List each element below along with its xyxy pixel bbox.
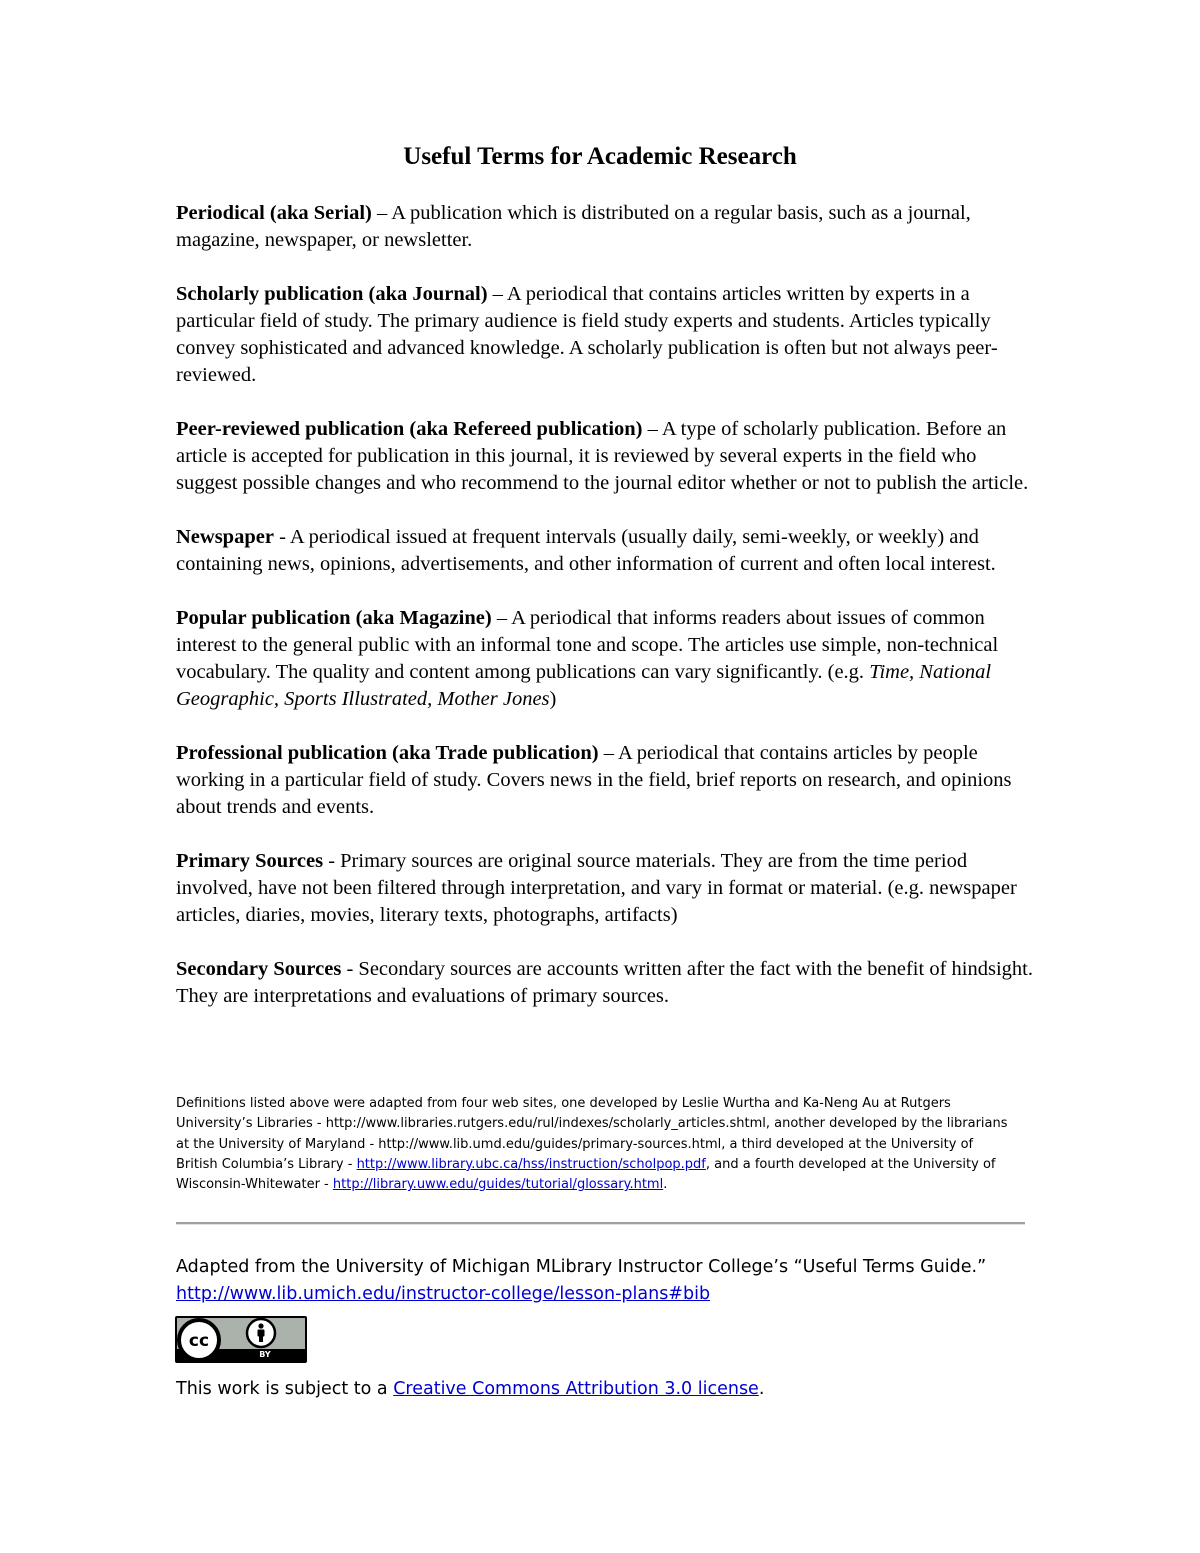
attribution-person-icon xyxy=(175,1316,307,1363)
term-definition: - A periodical issued at frequent intervals (usually daily, semi-weekly, or weekly) and containing news, opinions, advertisements, and other information of current and often local interest. xyxy=(176,526,996,575)
term-name: Primary Sources xyxy=(176,850,324,872)
term-definition: - Primary sources are original source materials. They are from the time period involved, have not been filtered through interpretation, and vary in format or material. (e.g. newspaper articles, diaries, movies, literary texts, photographs, artifacts) xyxy=(176,850,1017,926)
term-name: Scholarly publication (aka Journal) xyxy=(176,283,488,305)
cc-by-badge[interactable] xyxy=(175,1316,307,1363)
by-label: BY xyxy=(259,1350,271,1359)
license-prefix: This work is subject to a xyxy=(176,1379,394,1399)
license-suffix: . xyxy=(758,1379,765,1399)
umich-link[interactable]: http://www.lib.umich.edu/instructor-college/lesson-plans#bib xyxy=(176,1284,711,1304)
term-professional-publication xyxy=(176,740,1036,821)
term-scholarly-publication xyxy=(176,281,1036,389)
notes-text: . xyxy=(663,1177,668,1193)
term-name: Periodical (aka Serial) xyxy=(176,202,372,224)
horizontal-rule xyxy=(176,1222,1025,1225)
term-primary-sources xyxy=(176,848,1036,929)
term-periodical xyxy=(176,200,1036,254)
notes-text: , and a fourth developed at the University of Wisconsin-Whitewater - xyxy=(176,1156,996,1193)
term-popular-publication xyxy=(176,605,1036,713)
term-name: Newspaper xyxy=(176,526,274,548)
term-definition: - Secondary sources are accounts written after the fact with the benefit of hindsight. They are interpretations and evaluations of primary sources. xyxy=(176,958,1033,1007)
term-definition-end: ) xyxy=(549,688,557,710)
source-notes xyxy=(176,1094,1016,1195)
page-title: Useful Terms for Academic Research xyxy=(403,143,797,170)
license-statement xyxy=(176,1376,1076,1403)
uww-link[interactable]: http://library.uww.edu/guides/tutorial/glossary.html xyxy=(332,1177,664,1193)
term-name: Secondary Sources xyxy=(176,958,342,980)
ubc-link[interactable]: http://www.library.ubc.ca/hss/instruction/scholpop.pdf xyxy=(356,1156,706,1172)
terms-list xyxy=(176,200,1036,1037)
adapted-from xyxy=(176,1254,1076,1308)
notes-text: Definitions listed above were adapted from four web sites, one developed by Leslie Wurtha and Ka-Neng Au at Rutgers University’s Libraries - http://www.libraries.rutgers.edu/rul/indexes/scholarly_articles.shtml, another developed by the librarians at the University of Maryland - http://www.lib.umd.edu/guides/primary-sources.html, a third developed at the University of British Columbia’s Library - xyxy=(176,1096,1008,1172)
term-definition: – A periodical that informs readers about issues of common interest to the general public with an informal tone and scope. The articles use simple, non-technical vocabulary. The quality and content among publications can vary significantly. (e.g. xyxy=(176,607,999,683)
term-definition: – A publication which is distributed on a regular basis, such as a journal, magazine, newspaper, or newsletter. xyxy=(176,202,971,251)
term-newspaper xyxy=(176,524,1036,578)
term-definition: – A type of scholarly publication. Before an article is accepted for publication in this journal, it is reviewed by several experts in the field who suggest possible changes and who recommend to the journal editor whether or not to publish the article. xyxy=(176,418,1029,494)
svg-text:cc: cc xyxy=(188,1331,210,1351)
term-definition: – A periodical that contains articles written by experts in a particular field of study. The primary audience is field study experts and students. Articles typically convey sophisticated and advanced knowledge. A scholarly publication is often but not always peer-reviewed. xyxy=(176,283,998,386)
term-secondary-sources xyxy=(176,956,1036,1010)
term-name: Peer-reviewed publication (aka Refereed publication) xyxy=(176,418,643,440)
term-peer-reviewed-publication xyxy=(176,416,1036,497)
license-link[interactable]: Creative Commons Attribution 3.0 license xyxy=(393,1379,759,1399)
term-name: Popular publication (aka Magazine) xyxy=(176,607,492,629)
term-name: Professional publication (aka Trade publication) xyxy=(176,742,599,764)
term-definition: – A periodical that contains articles by people working in a particular field of study. Covers news in the field, brief reports on research, and opinions about trends and events. xyxy=(176,742,1012,818)
term-examples: Time, National Geographic, Sports Illustrated, Mother Jones xyxy=(176,661,992,710)
adapted-text: Adapted from the University of Michigan MLibrary Instructor College’s “Useful Terms Guide.” xyxy=(176,1257,987,1277)
